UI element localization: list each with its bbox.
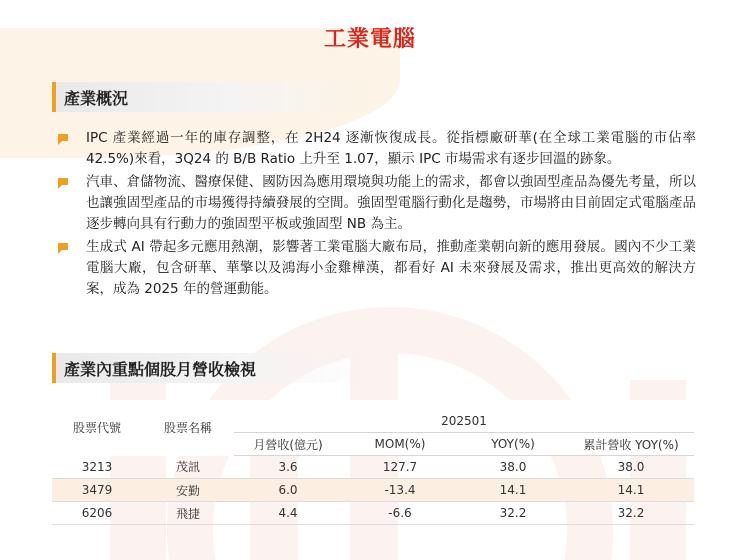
cell-code: 3479 — [52, 479, 142, 502]
cell-cum-yoy: 14.1 — [568, 479, 694, 502]
flag-icon — [58, 243, 68, 254]
cell-name: 安勤 — [142, 479, 234, 502]
flag-icon — [58, 178, 68, 189]
cell-revenue: 4.4 — [234, 502, 342, 525]
header-period: 202501 — [234, 400, 694, 433]
section-header-revenue — [52, 353, 372, 383]
section-heading-text: 產業內重點個股月營收檢視 — [64, 359, 257, 379]
cell-yoy: 38.0 — [458, 456, 568, 479]
page-title: 工業電腦 — [323, 27, 416, 52]
bullet-item — [56, 128, 696, 170]
bullet-item — [56, 172, 696, 235]
section-header-overview — [52, 82, 372, 112]
header-monthly-revenue: 月營收(億元) — [234, 433, 342, 456]
cell-name: 茂訊 — [142, 456, 234, 479]
cell-mom: 127.7 — [342, 456, 458, 479]
revenue-table — [52, 400, 694, 525]
bullet-text: IPC 產業經過一年的庫存調整，在 2H24 逐漸恢復成長。從指標廠研華(在全球工業電腦的市佔率 42.5%)來看，3Q24 的 B/B Ratio 上升至 1.07，顯示 IPC 市場需求有逐步回溫的跡象。 — [86, 130, 696, 167]
table-row — [52, 479, 694, 502]
section-heading-text: 產業概況 — [64, 88, 129, 108]
cell-yoy: 14.1 — [458, 479, 568, 502]
cell-code: 6206 — [52, 502, 142, 525]
bullet-text: 汽車、倉儲物流、醫療保健、國防因為應用環境與功能上的需求，都會以強固型產品為優先考量，所以也讓強固型產品的市場獲得持續發展的空間。強固型電腦行動化是趨勢，市場將由目前固定式電腦產品逐步轉向具有行動力的強固型平板或強固型 NB 為主。 — [86, 174, 696, 232]
cell-yoy: 32.2 — [458, 502, 568, 525]
header-mom: MOM(%) — [342, 433, 458, 456]
cell-mom: -13.4 — [342, 479, 458, 502]
cell-cum-yoy: 32.2 — [568, 502, 694, 525]
bullet-text: 生成式 AI 帶起多元應用熱潮，影響著工業電腦大廠布局，推動產業朝向新的應用發展。國內不少工業電腦大廠，包含研華、華擎以及鴻海小金雞樺漢，都看好 AI 未來發展及需求，推出更高效的解決方案，成為 2025 年的營運動能。 — [86, 239, 696, 297]
table-row — [52, 502, 694, 525]
cell-revenue: 3.6 — [234, 456, 342, 479]
cell-cum-yoy: 38.0 — [568, 456, 694, 479]
cell-code: 3213 — [52, 456, 142, 479]
header-cumulative-yoy: 累計營收 YOY(%) — [568, 433, 694, 456]
cell-mom: -6.6 — [342, 502, 458, 525]
header-stock-name: 股票名稱 — [142, 400, 234, 456]
overview-bullet-list — [56, 128, 696, 302]
cell-revenue: 6.0 — [234, 479, 342, 502]
cell-name: 飛捷 — [142, 502, 234, 525]
header-yoy: YOY(%) — [458, 433, 568, 456]
header-stock-code: 股票代號 — [52, 400, 142, 456]
bullet-item — [56, 237, 696, 300]
table-row — [52, 456, 694, 479]
flag-icon — [58, 134, 68, 145]
